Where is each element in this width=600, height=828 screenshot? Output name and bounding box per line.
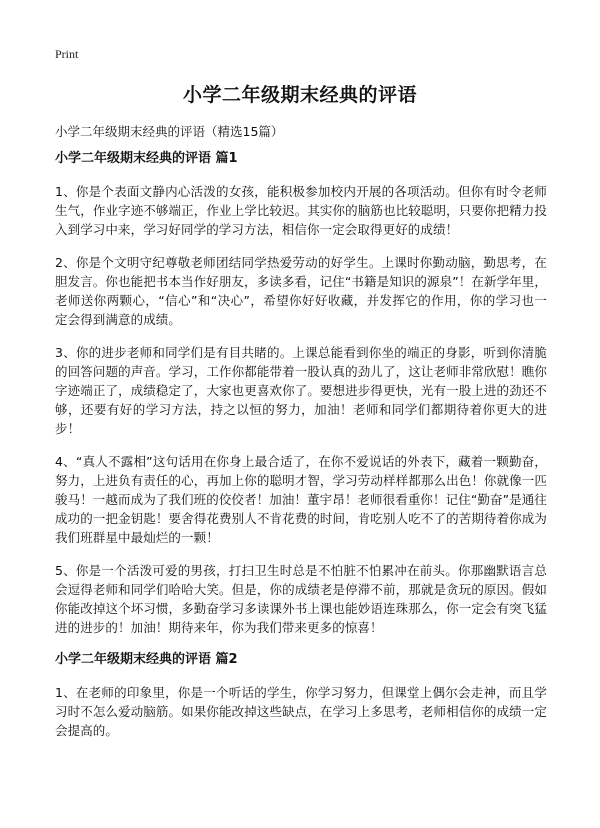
article-body xyxy=(55,150,547,754)
page-subtitle: 小学二年级期末经典的评语（精选15篇） xyxy=(55,124,284,139)
comment-paragraph: 3、你的进步老师和同学们是有目共睹的。上课总能看到你坐的端正的身影，听到你清脆的回答问题的声音。学习，工作你都能带着一股认真的劲儿了，这让老师非常欣慰！瞧你字迹端正了，成绩稳定了，大家也更喜欢你了。要想进步得更快，光有一股上进的劲还不够，还要有好的学习方法，持之以恒的努力，加油！老师和同学们都期待着你更大的进步！ xyxy=(55,345,547,436)
section-heading-2: 小学二年级期末经典的评语 篇2 xyxy=(55,652,238,667)
comment-paragraph: 2、你是个文明守纪尊敬老师团结同学热爱劳动的好学生。上课时你勤动脑，勤思考，在胆发言。你也能把书本当作好朋友，多读多看，记住“书籍是知识的源泉”！在新学年里，老师送你两颗心，“信心”和“决心”，希望你好好收藏，并发挥它的作用，你的学习也一定会得到满意的成绩。 xyxy=(55,255,547,327)
page-title: 小学二年级期末经典的评语 xyxy=(182,84,417,106)
comment-paragraph: 5、你是一个活泼可爱的男孩，打扫卫生时总是不怕脏不怕累冲在前头。你那幽默语言总会逗得老师和同学们哈哈大笑。但是，你的成绩老是停滞不前，那就是贪玩的原因。假如你能改掉这个坏习惯，多勤奋学习多读课外书上课也能妙语连珠那么，你一定会有突飞猛进的进步的！加油！期待来年，你为我们带来更多的惊喜！ xyxy=(55,563,547,635)
comment-paragraph: 1、你是个表面文静内心活泼的女孩，能积极参加校内开展的各项活动。但你有时令老师生气，作业字迹不够端正，作业上学比较迟。其实你的脑筋也比较聪明，只要你把精力投入到学习中来，学习好同学的学习方法，相信你一定会取得更好的成绩！ xyxy=(55,184,547,237)
comment-paragraph: 1、在老师的印象里，你是一个听话的学生，你学习努力，但课堂上偶尔会走神，而且学习时不怎么爱动脑筋。如果你能改掉这些缺点，在学习上多思考，老师相信你的成绩一定会提高的。 xyxy=(55,685,547,738)
comment-paragraph: 4、“真人不露相”这句话用在你身上最合适了，在你不爱说话的外表下，藏着一颗勤奋，努力，上进负有责任的心，再加上你的聪明才智，学习劳动样样都那么出色！你就像一匹骏马！一越而成为了我们班的佼佼者！加油！董宇昂！老师很看重你！记住“勤奋”是通往成功的一把金钥匙！要舍得花费别人不肯花费的时间，肯吃别人吃不了的苦期待着你成为我们班群星中最灿烂的一颗！ xyxy=(55,454,547,545)
section-heading-1: 小学二年级期末经典的评语 篇1 xyxy=(55,151,238,166)
print-label: Print xyxy=(55,47,79,61)
